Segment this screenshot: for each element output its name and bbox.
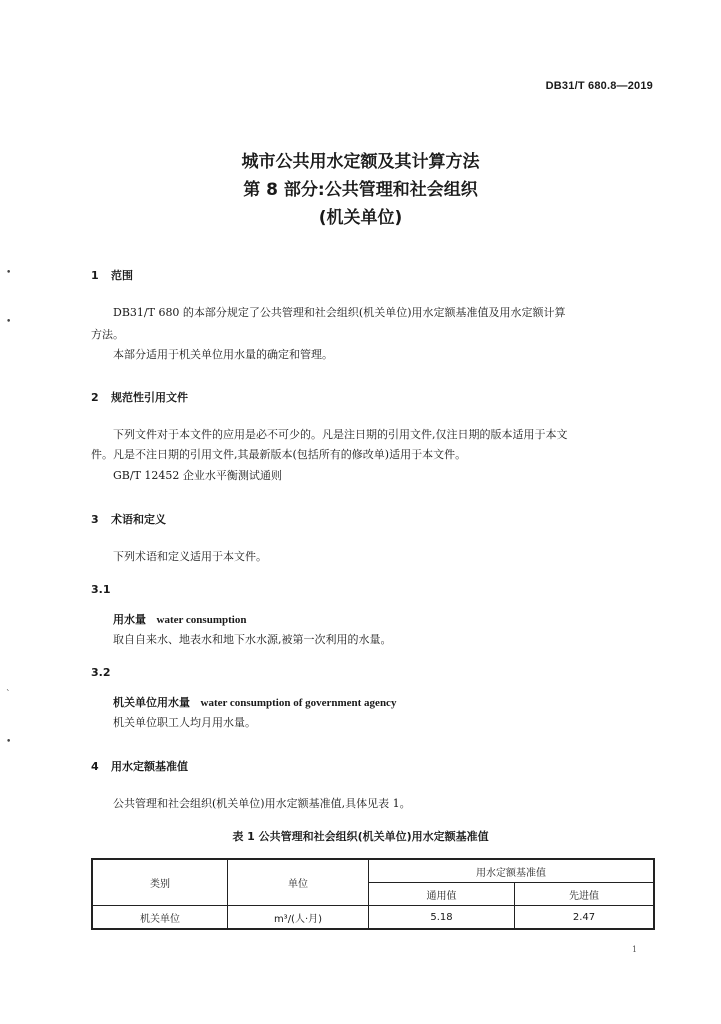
section-1-heading bbox=[91, 267, 133, 283]
term-number: 3.1 bbox=[91, 583, 111, 596]
term-chinese: 机关单位用水量 bbox=[113, 696, 190, 709]
cell-general: 5.18 bbox=[369, 906, 515, 930]
title-line-1: 城市公共用水定额及其计算方法 bbox=[241, 152, 480, 172]
header-group: 用水定额基准值 bbox=[369, 859, 655, 883]
section-4-heading bbox=[91, 758, 188, 774]
section-3-heading bbox=[91, 511, 166, 527]
paragraph: 下列文件对于本文件的应用是必不可少的。凡是注日期的引用文件,仅注日期的版本适用于本文 bbox=[113, 428, 568, 441]
paragraph: 下列术语和定义适用于本文件。 bbox=[113, 550, 267, 563]
term-definition: 机关单位职工人均月用水量。 bbox=[113, 716, 256, 729]
paragraph: DB31/T 680 的本部分规定了公共管理和社会组织(机关单位)用水定额基准值及用水定额计算 bbox=[113, 306, 566, 319]
normative-reference: GB/T 12452 企业水平衡测试通则 bbox=[113, 469, 282, 482]
paragraph-continued: 件。凡是不注日期的引用文件,其最新版本(包括所有的修改单)适用于本文件。 bbox=[91, 448, 467, 461]
margin-mark: • bbox=[6, 737, 12, 747]
title-line-3: (机关单位) bbox=[318, 208, 403, 228]
header-advanced: 先进值 bbox=[515, 883, 655, 906]
section-number: 1 bbox=[91, 269, 99, 282]
header-general: 通用值 bbox=[369, 883, 515, 906]
term-number: 3.2 bbox=[91, 666, 111, 679]
section-number: 4 bbox=[91, 760, 99, 773]
section-title: 规范性引用文件 bbox=[111, 391, 188, 404]
section-number: 3 bbox=[91, 513, 99, 526]
table-caption: 表 1 公共管理和社会组织(机关单位)用水定额基准值 bbox=[232, 830, 489, 843]
paragraph: 本部分适用于机关单位用水量的确定和管理。 bbox=[113, 348, 333, 361]
page-number: 1 bbox=[632, 945, 638, 954]
table-header-row bbox=[92, 859, 654, 883]
margin-mark: • bbox=[6, 317, 12, 327]
term-entry bbox=[113, 613, 246, 627]
quota-table bbox=[91, 858, 655, 930]
header-category: 类别 bbox=[92, 859, 228, 906]
section-title: 范围 bbox=[111, 269, 133, 282]
header-unit: 单位 bbox=[228, 859, 369, 906]
paragraph: 公共管理和社会组织(机关单位)用水定额基准值,具体见表 1。 bbox=[113, 797, 411, 810]
cell-advanced: 2.47 bbox=[515, 906, 655, 930]
cell-category: 机关单位 bbox=[92, 906, 228, 930]
term-english: water consumption of government agency bbox=[200, 697, 397, 709]
term-entry bbox=[113, 696, 396, 710]
margin-mark: • bbox=[6, 268, 12, 278]
term-definition: 取自自来水、地表水和地下水水源,被第一次利用的水量。 bbox=[113, 633, 392, 646]
section-title: 术语和定义 bbox=[111, 513, 166, 526]
section-2-heading bbox=[91, 389, 188, 405]
title-line-2: 第 8 部分:公共管理和社会组织 bbox=[243, 180, 478, 200]
section-number: 2 bbox=[91, 391, 99, 404]
term-english: water consumption bbox=[156, 614, 247, 626]
table-row bbox=[92, 906, 654, 930]
document-number: DB31/T 680.8—2019 bbox=[545, 80, 653, 92]
paragraph-continued: 方法。 bbox=[91, 328, 124, 341]
section-title: 用水定额基准值 bbox=[111, 760, 188, 773]
term-chinese: 用水量 bbox=[113, 613, 146, 626]
margin-mark: ` bbox=[6, 690, 11, 700]
cell-unit: m³/(人·月) bbox=[228, 906, 369, 930]
